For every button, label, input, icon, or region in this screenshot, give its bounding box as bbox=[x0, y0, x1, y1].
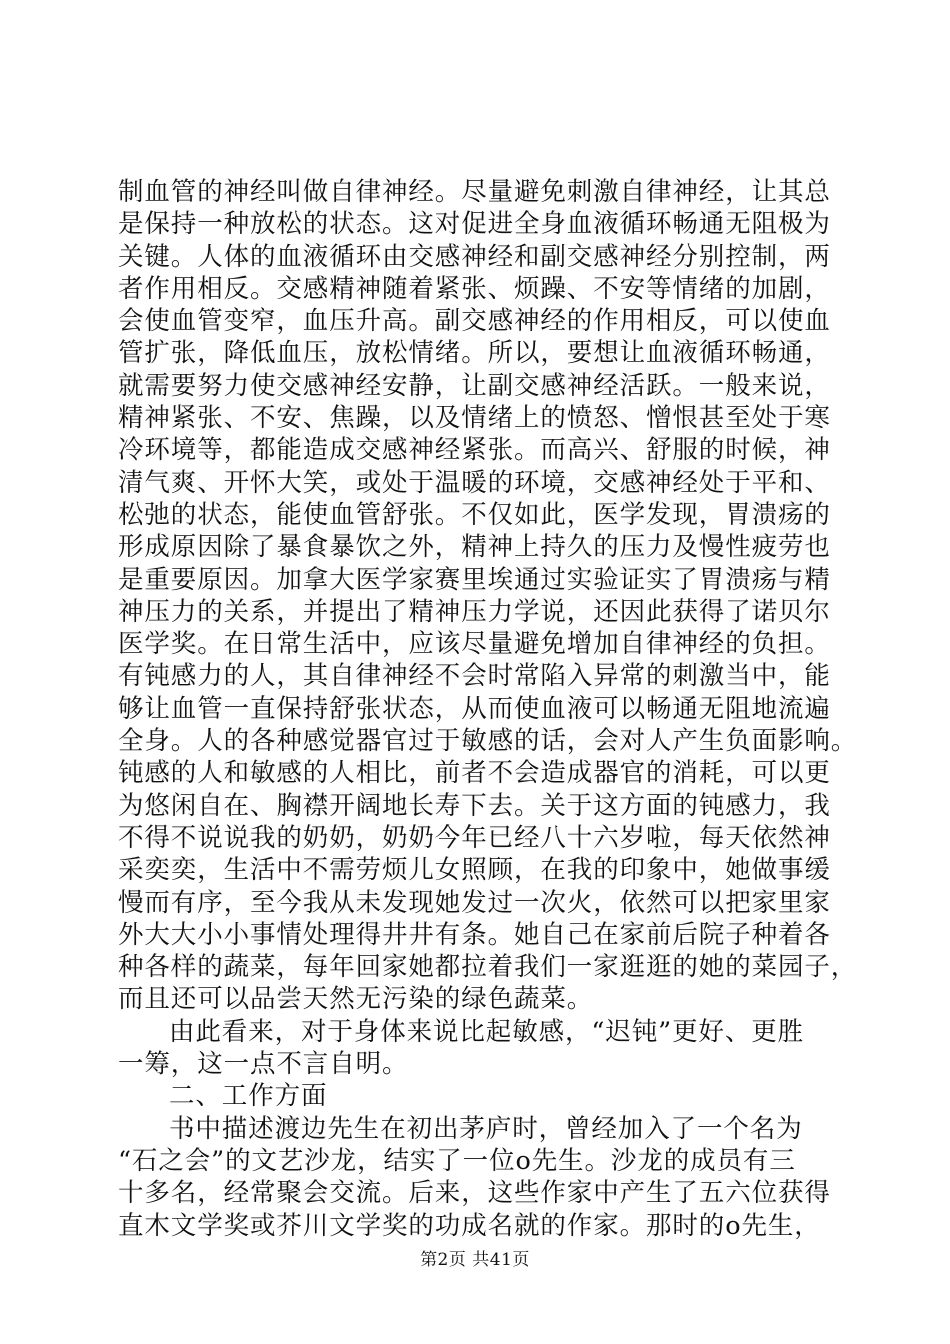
text-line: 形成原因除了暴食暴饮之外，精神上持久的压力及慢性疲劳也 bbox=[118, 532, 831, 563]
text-line: 为悠闲自在、胸襟开阔地长寿下去。关于这方面的钝感力，我 bbox=[118, 790, 831, 821]
text-line: 冷环境等，都能造成交感神经紧张。而高兴、舒服的时候，神 bbox=[118, 435, 831, 466]
text-line: 而且还可以品尝天然无污染的绿色蔬菜。 bbox=[118, 984, 594, 1015]
text-line: 十多名，经常聚会交流。后来，这些作家中产生了五六位获得 bbox=[118, 1178, 831, 1209]
text-line: 关键。人体的血液循环由交感神经和副交感神经分别控制，两 bbox=[118, 241, 831, 272]
text-line: 者作用相反。交感精神随着紧张、烦躁、不安等情绪的加剧， bbox=[118, 273, 831, 304]
text-line: 全身。人的各种感觉器官过于敏感的话，会对人产生负面影响。 bbox=[118, 726, 858, 757]
text-line: 采奕奕，生活中不需劳烦儿女照顾，在我的印象中，她做事缓 bbox=[118, 855, 831, 886]
text-line: 种各样的蔬菜，每年回家她都拉着我们一家逛逛的她的菜园子， bbox=[118, 952, 858, 983]
text-line: 一筹，这一点不言自明。 bbox=[118, 1049, 409, 1080]
text-line: 就需要努力使交感神经安静，让副交感神经活跃。一般来说， bbox=[118, 370, 831, 401]
body-text bbox=[118, 176, 858, 1242]
text-line: 松弛的状态，能使血管舒张。不仅如此，医学发现，胃溃疡的 bbox=[118, 499, 831, 530]
text-line: 够让血管一直保持舒张状态，从而使血液可以畅通无阻地流遍 bbox=[118, 693, 831, 724]
text-line: 外大大小小事情处理得井井有条。她自己在家前后院子种着各 bbox=[118, 919, 831, 950]
text-line: 是重要原因。加拿大医学家赛里埃通过实验证实了胃溃疡与精 bbox=[118, 564, 831, 595]
section-heading: 二、工作方面 bbox=[169, 1081, 328, 1112]
text-line: 会使血管变窄，血压升高。副交感神经的作用相反，可以使血 bbox=[118, 306, 831, 337]
text-line: 管扩张，降低血压，放松情绪。所以，要想让血液循环畅通， bbox=[118, 338, 831, 369]
text-line: 医学奖。在日常生活中，应该尽量避免增加自律神经的负担。 bbox=[118, 629, 831, 660]
text-line: 是保持一种放松的状态。这对促进全身血液循环畅通无阻极为 bbox=[118, 209, 831, 240]
text-line: 清气爽、开怀大笑，或处于温暖的环境，交感神经处于平和、 bbox=[118, 467, 831, 498]
page-number-footer: 第2页 共41页 bbox=[420, 1250, 530, 1270]
text-line: 制血管的神经叫做自律神经。尽量避免刺激自律神经，让其总 bbox=[118, 177, 831, 207]
text-line: 神压力的关系，并提出了精神压力学说，还因此获得了诺贝尔 bbox=[118, 596, 831, 627]
text-line: 有钝感力的人，其自律神经不会时常陷入异常的刺激当中，能 bbox=[118, 661, 831, 692]
text-line: “石之会”的文艺沙龙，结实了一位o先生。沙龙的成员有三 bbox=[118, 1145, 796, 1176]
text-line: 钝感的人和敏感的人相比，前者不会造成器官的消耗，可以更 bbox=[118, 758, 831, 789]
text-line: 直木文学奖或芥川文学奖的功成名就的作家。那时的o先生， bbox=[118, 1210, 821, 1241]
paragraph-first-line: 书中描述渡边先生在初出茅庐时，曾经加入了一个名为 bbox=[169, 1113, 803, 1144]
text-line: 不得不说说我的奶奶，奶奶今年已经八十六岁啦，每天依然神 bbox=[118, 822, 831, 853]
paragraph-first-line: 由此看来，对于身体来说比起敏感，“迟钝”更好、更胜 bbox=[169, 1016, 805, 1047]
text-line: 慢而有序，至今我从未发现她发过一次火，依然可以把家里家 bbox=[118, 887, 831, 918]
text-line: 精神紧张、不安、焦躁，以及情绪上的愤怒、憎恨甚至处于寒 bbox=[118, 403, 831, 434]
